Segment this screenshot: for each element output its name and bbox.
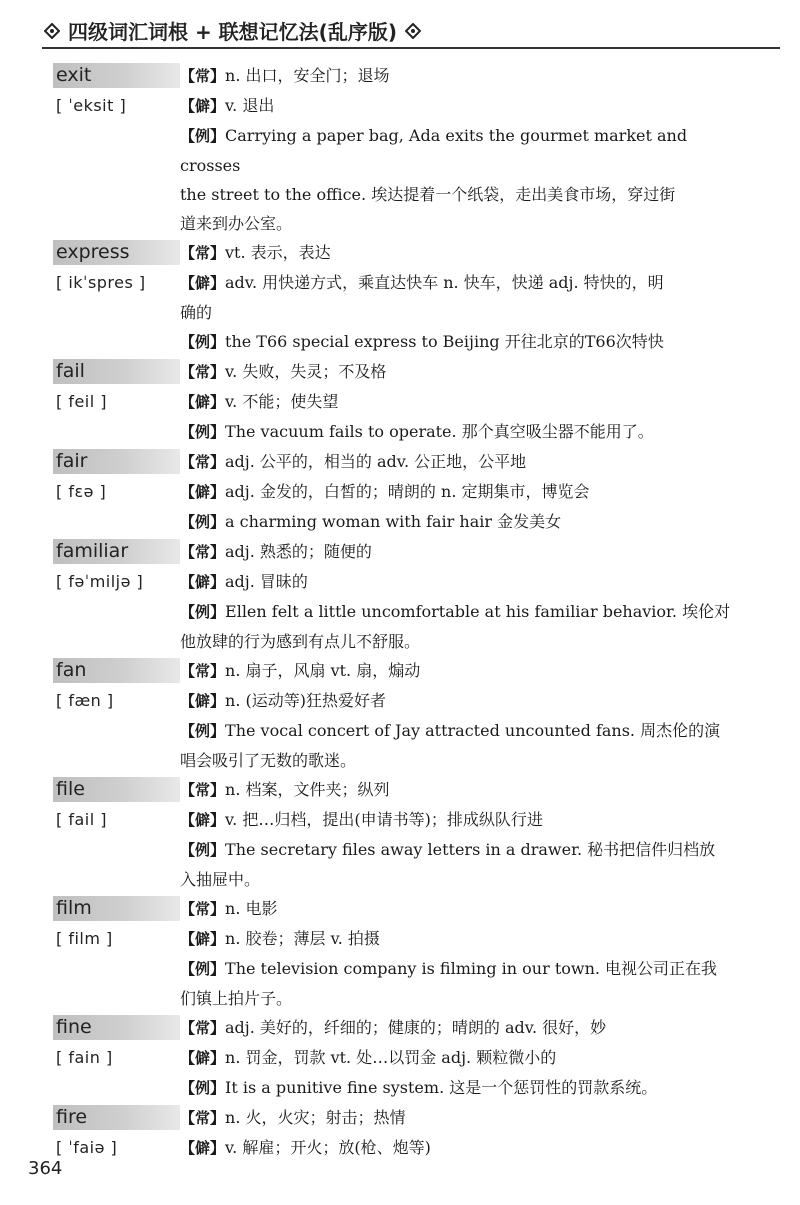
rare-tag: 【僻】 <box>180 692 226 710</box>
example-sentence: 他放肆的行为感到有点儿不舒服。 <box>180 632 421 651</box>
headword: fine <box>53 1015 180 1040</box>
entry-row <box>53 477 733 507</box>
right-column <box>180 865 733 894</box>
common-meaning: n. 电影 <box>225 899 278 918</box>
right-column <box>180 567 733 597</box>
common-tag: 【常】 <box>180 781 226 799</box>
rare-tag: 【僻】 <box>180 1049 226 1067</box>
common-meaning: n. 火，火灾；射击；热情 <box>225 1108 406 1127</box>
right-column <box>180 507 733 537</box>
right-column <box>180 1103 733 1133</box>
left-column <box>53 656 180 683</box>
example-sentence: the street to the office. 埃达提着一个纸袋，走出美食市场，穿过街 <box>180 185 676 204</box>
example-sentence: 唱会吸引了无数的歌迷。 <box>180 751 357 770</box>
example-tag: 【例】 <box>180 333 226 351</box>
example-tag: 【例】 <box>180 722 226 740</box>
example-tag: 【例】 <box>180 127 226 145</box>
entry-row <box>53 775 733 805</box>
entry-row <box>53 507 733 537</box>
right-column <box>180 1013 733 1043</box>
example-sentence: the T66 special express to Beijing 开往北京的T66次特快 <box>225 332 664 351</box>
entry-row <box>53 357 733 387</box>
right-column <box>180 716 733 746</box>
entry-row <box>53 1133 733 1163</box>
entry-row <box>53 1073 733 1103</box>
phonetic: [ fail ] <box>56 810 107 829</box>
rare-meaning: v. 不能；使失望 <box>225 392 339 411</box>
right-column <box>180 238 733 268</box>
entry-row <box>53 746 733 775</box>
entry-row <box>53 1043 733 1073</box>
left-column <box>53 894 180 921</box>
example-tag: 【例】 <box>180 603 226 621</box>
entry-row <box>53 835 733 865</box>
entry-row <box>53 1013 733 1043</box>
rare-tag: 【僻】 <box>180 1139 226 1157</box>
entry-row <box>53 597 733 627</box>
left-column <box>53 1133 180 1162</box>
right-column <box>180 327 733 357</box>
phonetic: [ fain ] <box>56 1048 113 1067</box>
entry-row <box>53 180 733 209</box>
right-column <box>180 775 733 805</box>
entry-row <box>53 865 733 894</box>
rare-meaning: v. 解雇；开火；放(枪、炮等) <box>225 1138 431 1157</box>
rare-tag: 【僻】 <box>180 930 226 948</box>
headword: fire <box>53 1105 180 1130</box>
right-column <box>180 894 733 924</box>
right-column <box>180 121 733 180</box>
diamond-ornament-icon <box>44 23 60 39</box>
left-column <box>53 1103 180 1130</box>
rare-tag: 【僻】 <box>180 483 226 501</box>
right-column <box>180 91 733 121</box>
phonetic: [ fəˈmiljə ] <box>56 572 144 591</box>
headword: fail <box>53 359 180 384</box>
vocab-entry <box>53 775 733 894</box>
right-column <box>180 298 733 327</box>
rare-meaning: adv. 用快递方式，乘直达快车 n. 快车，快递 adj. 特快的，明 <box>225 273 664 292</box>
common-meaning: adj. 公平的，相当的 adv. 公正地，公平地 <box>225 452 527 471</box>
page-header <box>0 0 800 58</box>
left-column <box>53 238 180 265</box>
rare-tag: 【僻】 <box>180 97 226 115</box>
example-sentence: It is a punitive fine system. 这是一个惩罚性的罚款系统。 <box>225 1078 658 1097</box>
right-column <box>180 447 733 477</box>
headword: fair <box>53 449 180 474</box>
entry-row <box>53 387 733 417</box>
right-column <box>180 597 733 627</box>
right-column <box>180 477 733 507</box>
left-column <box>53 477 180 506</box>
headword: exit <box>53 63 180 88</box>
rare-meaning: adj. 金发的，白皙的；晴朗的 n. 定期集市，博览会 <box>225 482 590 501</box>
headword: film <box>53 896 180 921</box>
common-tag: 【常】 <box>180 244 226 262</box>
vocab-entry <box>53 1013 733 1103</box>
right-column <box>180 180 733 209</box>
common-tag: 【常】 <box>180 1109 226 1127</box>
example-sentence: 们镇上拍片子。 <box>180 989 293 1008</box>
phonetic: [ film ] <box>56 929 113 948</box>
right-column <box>180 61 733 91</box>
header-title-group <box>44 16 421 45</box>
right-column <box>180 656 733 686</box>
rare-meaning: n. (运动等)狂热爱好者 <box>225 691 386 710</box>
example-sentence: Carrying a paper bag, Ada exits the gourmet market and crosses <box>180 126 688 175</box>
entry-row <box>53 984 733 1013</box>
phonetic: [ feil ] <box>56 392 108 411</box>
left-column <box>53 537 180 564</box>
example-tag: 【例】 <box>180 960 226 978</box>
rare-meaning-cont: 确的 <box>180 303 213 322</box>
example-tag: 【例】 <box>180 1079 226 1097</box>
example-sentence: The secretary files away letters in a drawer. 秘书把信件归档放 <box>225 840 716 859</box>
vocab-entry <box>53 61 733 238</box>
example-sentence: 入抽屉中。 <box>180 870 261 889</box>
common-meaning: adj. 熟悉的；随便的 <box>225 542 372 561</box>
entry-row <box>53 537 733 567</box>
right-column <box>180 984 733 1013</box>
right-column <box>180 686 733 716</box>
entry-row <box>53 567 733 597</box>
common-meaning: adj. 美好的，纤细的；健康的；晴朗的 adv. 很好，妙 <box>225 1018 607 1037</box>
rare-tag: 【僻】 <box>180 573 226 591</box>
common-tag: 【常】 <box>180 67 226 85</box>
entry-row <box>53 121 733 180</box>
vocab-entry <box>53 537 733 656</box>
common-meaning: n. 出口，安全门；退场 <box>225 66 390 85</box>
common-meaning: v. 失败，失灵；不及格 <box>225 362 387 381</box>
example-tag: 【例】 <box>180 423 226 441</box>
entry-row <box>53 61 733 91</box>
common-tag: 【常】 <box>180 543 226 561</box>
right-column <box>180 954 733 984</box>
rare-meaning: n. 罚金，罚款 vt. 处…以罚金 adj. 颗粒微小的 <box>225 1048 557 1067</box>
entry-row <box>53 656 733 686</box>
left-column <box>53 61 180 88</box>
rare-tag: 【僻】 <box>180 393 226 411</box>
vocab-entry <box>53 656 733 775</box>
entry-row <box>53 627 733 656</box>
left-column <box>53 805 180 834</box>
vocab-entry <box>53 238 733 357</box>
common-tag: 【常】 <box>180 900 226 918</box>
entry-row <box>53 417 733 447</box>
entry-row <box>53 1103 733 1133</box>
common-meaning: n. 扇子，风扇 vt. 扇，煽动 <box>225 661 421 680</box>
entry-row <box>53 686 733 716</box>
phonetic: [ ˈeksit ] <box>56 96 127 115</box>
entry-row <box>53 716 733 746</box>
entry-row <box>53 954 733 984</box>
right-column <box>180 924 733 954</box>
entry-row <box>53 327 733 357</box>
common-meaning: n. 档案，文件夹；纵列 <box>225 780 390 799</box>
diamond-ornament-icon <box>405 23 421 39</box>
left-column <box>53 567 180 596</box>
page-number: 364 <box>28 1158 63 1179</box>
right-column <box>180 387 733 417</box>
headword: express <box>53 240 180 265</box>
example-tag: 【例】 <box>180 841 226 859</box>
example-sentence: a charming woman with fair hair 金发美女 <box>225 512 562 531</box>
left-column <box>53 447 180 474</box>
right-column <box>180 805 733 835</box>
right-column <box>180 357 733 387</box>
phonetic: [ ˈfaiə ] <box>56 1138 118 1157</box>
entry-row <box>53 91 733 121</box>
headword: file <box>53 777 180 802</box>
rare-tag: 【僻】 <box>180 274 226 292</box>
right-column <box>180 1133 733 1163</box>
example-sentence: 道来到办公室。 <box>180 214 293 233</box>
phonetic: [ fɛə ] <box>56 482 107 501</box>
common-meaning: vt. 表示，表达 <box>225 243 331 262</box>
vocab-entry <box>53 357 733 447</box>
entry-row <box>53 238 733 268</box>
common-tag: 【常】 <box>180 1019 226 1037</box>
right-column <box>180 1073 733 1103</box>
entry-row <box>53 447 733 477</box>
left-column <box>53 686 180 715</box>
right-column <box>180 417 733 447</box>
header-rule <box>42 47 780 49</box>
entry-row <box>53 209 733 238</box>
rare-meaning: v. 退出 <box>225 96 275 115</box>
vocab-entry <box>53 1103 733 1163</box>
entry-row <box>53 298 733 327</box>
example-sentence: Ellen felt a little uncomfortable at his familiar behavior. 埃伦对 <box>225 602 731 621</box>
left-column <box>53 357 180 384</box>
example-tag: 【例】 <box>180 513 226 531</box>
example-sentence: The television company is filming in our town. 电视公司正在我 <box>225 959 718 978</box>
vocab-entry <box>53 447 733 537</box>
example-sentence: The vacuum fails to operate. 那个真空吸尘器不能用了。 <box>225 422 654 441</box>
left-column <box>53 268 180 297</box>
entry-row <box>53 268 733 298</box>
common-tag: 【常】 <box>180 363 226 381</box>
left-column <box>53 91 180 120</box>
vocab-entry <box>53 894 733 1013</box>
entry-row <box>53 805 733 835</box>
entry-row <box>53 924 733 954</box>
common-tag: 【常】 <box>180 453 226 471</box>
vocabulary-list <box>53 61 733 1163</box>
headword: fan <box>53 658 180 683</box>
right-column <box>180 209 733 238</box>
phonetic: [ fæn ] <box>56 691 114 710</box>
headword: familiar <box>53 539 180 564</box>
left-column <box>53 387 180 416</box>
rare-meaning: n. 胶卷；薄层 v. 拍摄 <box>225 929 380 948</box>
left-column <box>53 1043 180 1072</box>
entry-row <box>53 894 733 924</box>
rare-tag: 【僻】 <box>180 811 226 829</box>
rare-meaning: v. 把…归档，提出(申请书等)；排成纵队行进 <box>225 810 543 829</box>
common-tag: 【常】 <box>180 662 226 680</box>
header-title: 四级词汇词根 + 联想记忆法(乱序版) <box>68 20 397 44</box>
right-column <box>180 627 733 656</box>
example-sentence: The vocal concert of Jay attracted uncounted fans. 周杰伦的演 <box>225 721 721 740</box>
right-column <box>180 1043 733 1073</box>
right-column <box>180 746 733 775</box>
left-column <box>53 775 180 802</box>
phonetic: [ ikˈspres ] <box>56 273 146 292</box>
rare-meaning: adj. 冒昧的 <box>225 572 308 591</box>
right-column <box>180 835 733 865</box>
right-column <box>180 268 733 298</box>
left-column <box>53 924 180 953</box>
left-column <box>53 1013 180 1040</box>
right-column <box>180 537 733 567</box>
